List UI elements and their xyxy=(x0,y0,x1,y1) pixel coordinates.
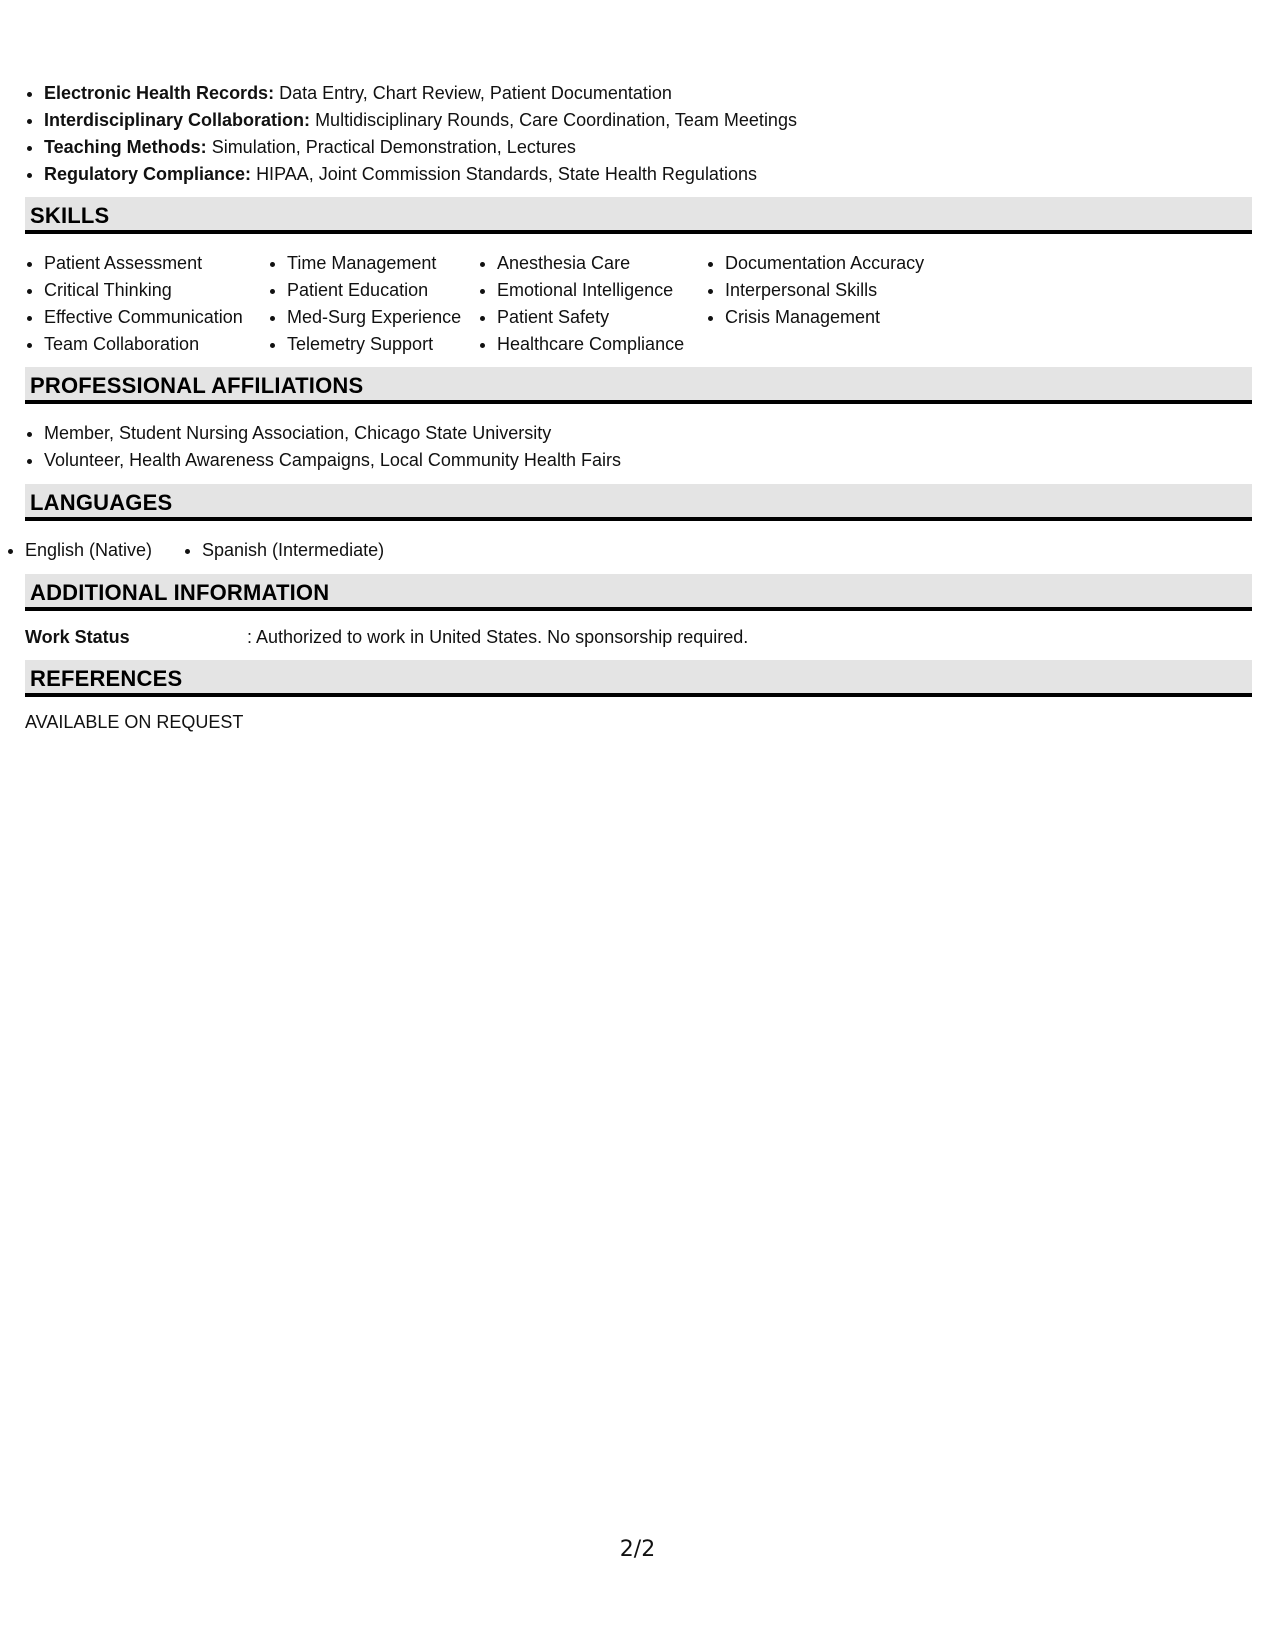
references-text: AVAILABLE ON REQUEST xyxy=(25,712,244,732)
list-item: • Anesthesia Care xyxy=(497,250,684,277)
section-header-additional-info xyxy=(25,574,1252,611)
list-item: • Interpersonal Skills xyxy=(725,277,924,304)
list-item xyxy=(44,107,797,134)
item-label: Regulatory Compliance: xyxy=(44,164,252,184)
item-label: Teaching Methods: xyxy=(44,137,207,157)
section-header-skills xyxy=(25,197,1252,234)
list-item: • Team Collaboration xyxy=(44,331,243,358)
list-item: • Patient Safety xyxy=(497,304,684,331)
section-title: SKILLS xyxy=(30,203,110,228)
list-item xyxy=(44,161,797,188)
list-item: • Med-Surg Experience xyxy=(287,304,461,331)
list-item: • English (Native) xyxy=(25,537,152,564)
list-item: • Member, Student Nursing Association, Chicago State University xyxy=(44,420,621,447)
list-item: • Patient Education xyxy=(287,277,461,304)
languages-list xyxy=(25,537,1252,567)
section-header-affiliations xyxy=(25,367,1252,404)
technical-skills-list xyxy=(25,80,797,188)
skills-grid xyxy=(25,250,1252,360)
list-item: • Documentation Accuracy xyxy=(725,250,924,277)
list-item: • Telemetry Support xyxy=(287,331,461,358)
list-item: • Patient Assessment xyxy=(44,250,243,277)
list-item: • Spanish (Intermediate) xyxy=(202,537,384,564)
section-title: LANGUAGES xyxy=(30,490,173,515)
list-item: • Emotional Intelligence xyxy=(497,277,684,304)
section-header-references xyxy=(25,660,1252,697)
list-item: • Volunteer, Health Awareness Campaigns, Local Community Health Fairs xyxy=(44,447,621,474)
affiliations-list xyxy=(25,420,621,474)
page-number: 2/2 xyxy=(619,1537,656,1562)
language-column-1 xyxy=(25,537,152,564)
section-title: REFERENCES xyxy=(30,666,183,691)
section-title: PROFESSIONAL AFFILIATIONS xyxy=(30,373,364,398)
skills-column-3 xyxy=(478,250,684,358)
list-item: • Effective Communication xyxy=(44,304,243,331)
item-value: Data Entry, Chart Review, Patient Documentation xyxy=(279,83,672,103)
list-item: • Critical Thinking xyxy=(44,277,243,304)
item-value: Multidisciplinary Rounds, Care Coordination, Team Meetings xyxy=(315,110,797,130)
item-label: Electronic Health Records: xyxy=(44,83,275,103)
skills-column-4 xyxy=(706,250,924,331)
item-value: Simulation, Practical Demonstration, Lectures xyxy=(211,137,576,157)
item-value: HIPAA, Joint Commission Standards, State Health Regulations xyxy=(256,164,757,184)
section-title: ADDITIONAL INFORMATION xyxy=(30,580,330,605)
list-item: • Healthcare Compliance xyxy=(497,331,684,358)
section-header-languages xyxy=(25,484,1252,521)
skills-column-1 xyxy=(25,250,243,358)
work-status-value: : Authorized to work in United States. No sponsorship required. xyxy=(247,627,749,647)
skills-column-2 xyxy=(268,250,461,358)
list-item xyxy=(44,134,797,161)
item-label: Interdisciplinary Collaboration: xyxy=(44,110,311,130)
list-item: • Crisis Management xyxy=(725,304,924,331)
list-item xyxy=(44,80,797,107)
list-item: • Time Management xyxy=(287,250,461,277)
language-column-2 xyxy=(202,537,384,564)
work-status-label: Work Status xyxy=(25,627,130,647)
